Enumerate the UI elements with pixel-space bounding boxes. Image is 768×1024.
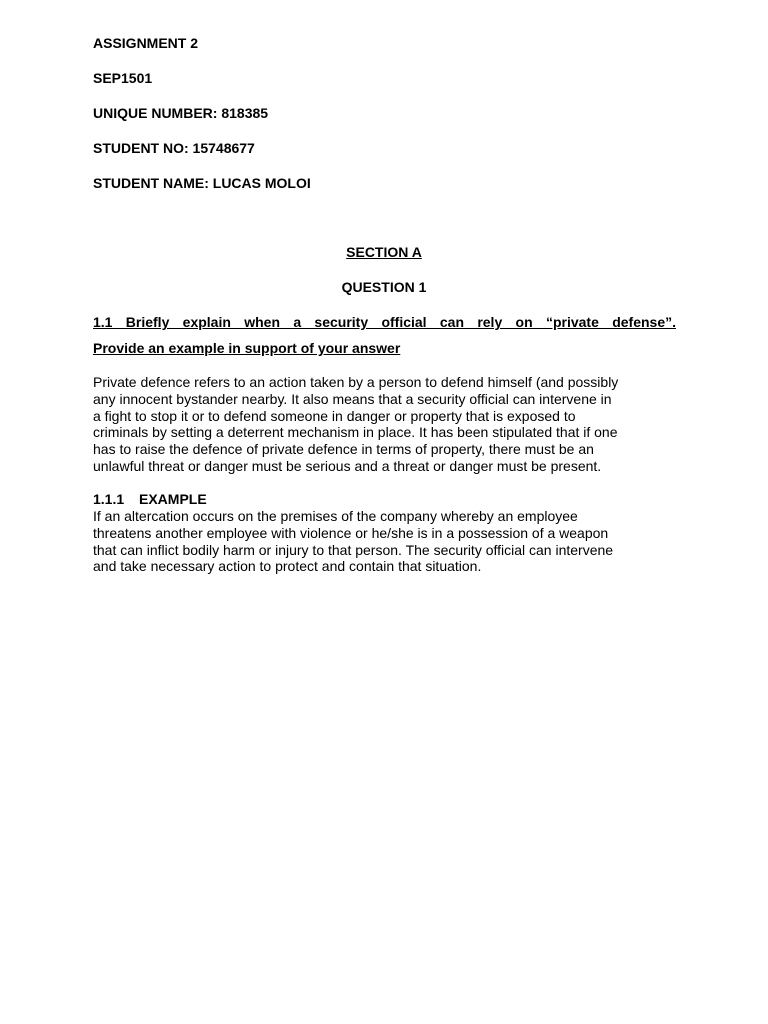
example-line: and take necessary action to protect and contain that situation.: [93, 558, 482, 575]
example-heading: [93, 491, 207, 507]
answer-line: unlawful threat or danger must be serious and a threat or danger must be present.: [93, 457, 602, 474]
student-number: STUDENT NO: 15748677: [93, 140, 255, 156]
answer-line: a fight to stop it or to defend someone in danger or property that is exposed to: [93, 407, 576, 424]
example-title: EXAMPLE: [139, 491, 207, 507]
example-line: If an altercation occurs on the premises of the company whereby an employee: [93, 508, 578, 524]
section-title: SECTION A: [346, 244, 422, 260]
question-title: QUESTION 1: [341, 279, 427, 295]
answer-line: has to raise the defence of private defence in terms of property, there must be an: [93, 441, 594, 458]
question-text-line-2: Provide an example in support of your answer: [93, 340, 401, 356]
student-name: STUDENT NAME: LUCAS MOLOI: [93, 175, 311, 191]
answer-line: criminals by setting a deterrent mechanism in place. It has been stipulated that if one: [93, 424, 618, 441]
answer-line: Private defence refers to an action taken by a person to defend himself (and possibly: [93, 374, 619, 390]
example-number: 1.1.1: [93, 491, 125, 507]
answer-paragraph: [93, 374, 693, 475]
example-paragraph: [93, 508, 693, 575]
example-line: threatens another employee with violence or he/she is in a possession of a weapon: [93, 524, 609, 541]
answer-line: any innocent bystander nearby. It also means that a security official can intervene in: [93, 390, 612, 407]
assignment-title: ASSIGNMENT 2: [93, 35, 199, 51]
example-line: that can inflict bodily harm or injury to that person. The security official can intervene: [93, 541, 614, 558]
question-text-line-1: 1.1 Briefly explain when a security official can rely on “private defense”.: [93, 314, 676, 330]
unique-number: UNIQUE NUMBER: 818385: [93, 105, 269, 121]
module-code: SEP1501: [93, 70, 153, 86]
